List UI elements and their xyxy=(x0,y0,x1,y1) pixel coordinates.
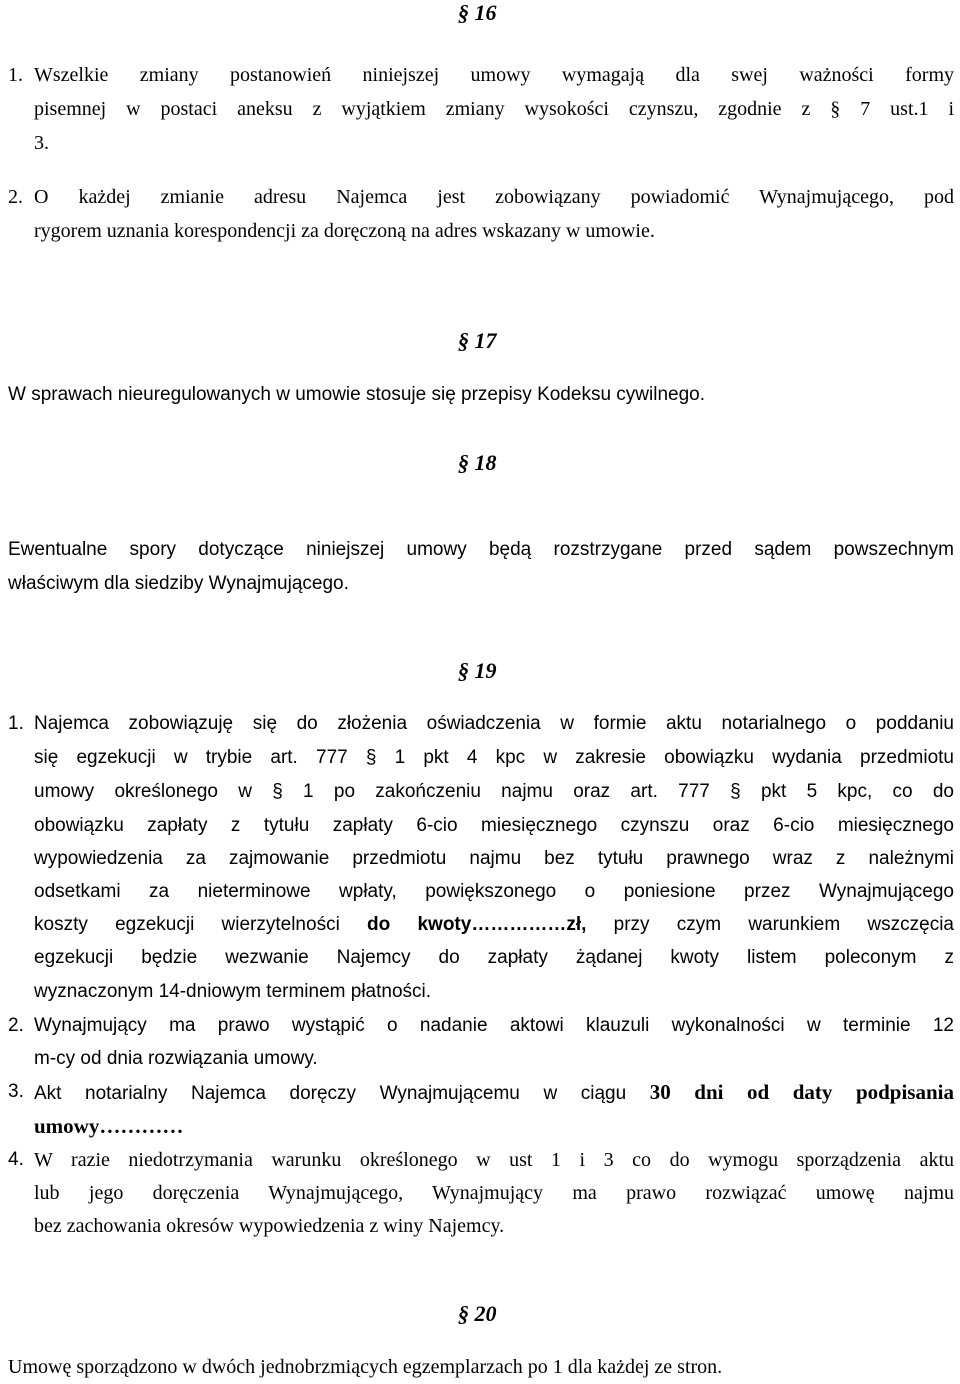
s19-item1-line9: wyznaczonym 14-dniowym terminem płatności. xyxy=(34,981,432,1002)
s19-item2-line2: m-cy od dnia rozwiązania umowy. xyxy=(34,1048,318,1069)
s19-amount-blank: do kwoty……………zł, xyxy=(367,914,587,935)
section-19-heading: § 19 xyxy=(458,658,497,683)
section-18-heading: § 18 xyxy=(458,450,497,475)
s19-item4-line2: lub jego doręczenia Wynajmującego, Wynajmujący ma prawo rozwiązać umowę najmu xyxy=(34,1182,954,1204)
s19-item1-line7-pre: koszty egzekucji wierzytelności xyxy=(34,914,368,935)
section-20-heading: § 20 xyxy=(458,1301,497,1326)
s19-item3-line2 xyxy=(34,1113,183,1139)
s19-item4-line3: bez zachowania okresów wypowiedzenia z winy Najemcy. xyxy=(34,1215,505,1237)
s16-item2-line2: rygorem uznania korespondencji za doręczoną na adres wskazany w umowie. xyxy=(34,220,655,242)
s19-item1-line4: obowiązku zapłaty z tytułu zapłaty 6-cio miesięcznego czynszu oraz 6-cio miesięcznego xyxy=(34,815,954,836)
s19-item1-number: 1. xyxy=(8,713,24,734)
s16-item1-line2: pisemnej w postaci aneksu z wyjątkiem zmiany wysokości czynszu, zgodnie z § 7 ust.1 i xyxy=(34,98,954,120)
s16-item1-line1: Wszelkie zmiany postanowień niniejszej umowy wymagają dla swej ważności formy xyxy=(34,64,954,86)
s20-text: Umowę sporządzono w dwóch jednobrzmiących egzemplarzach po 1 dla każdej ze stron. xyxy=(8,1356,723,1378)
s19-item1-line7 xyxy=(34,912,954,938)
s19-item3-line1-pre: Akt notarialny Najemca doręczy Wynajmującemu w ciągu xyxy=(34,1083,650,1104)
s19-item3-umowy-blank: umowy………… xyxy=(34,1114,184,1138)
section-16-heading: § 16 xyxy=(458,0,497,25)
s16-item2-line1: O każdej zmianie adresu Najemca jest zobowiązany powiadomić Wynajmującego, pod xyxy=(34,186,954,208)
s19-item4-line1: W razie niedotrzymania warunku określonego w ust 1 i 3 co do wymogu sporządzenia aktu xyxy=(34,1149,954,1171)
s18-line2: właściwym dla siedziby Wynajmującego. xyxy=(8,573,349,594)
s19-item3-deadline: 30 dni od daty podpisania xyxy=(649,1080,954,1104)
s16-item1-line3: 3. xyxy=(34,132,49,154)
s19-item1-line7-post: przy czym warunkiem wszczęcia xyxy=(586,914,954,935)
s19-item1-line8: egzekucji będzie wezwanie Najemcy do zapłaty żądanej kwoty listem poleconym z xyxy=(34,947,954,968)
s16-item2-number: 2. xyxy=(8,186,23,208)
s19-item1-line2: się egzekucji w trybie art. 777 § 1 pkt 4 kpc w zakresie obowiązku wydania przedmiotu xyxy=(34,747,954,768)
s19-item4-number: 4. xyxy=(8,1149,24,1170)
s19-item2-line1: Wynajmujący ma prawo wystąpić o nadanie aktowi klauzuli wykonalności w terminie 12 xyxy=(34,1015,954,1036)
s19-item1-line5: wypowiedzenia za zajmowanie przedmiotu najmu bez tytułu prawnego wraz z należnymi xyxy=(34,848,954,869)
s19-item1-line6: odsetkami za nieterminowe wpłaty, powiększonego o poniesione przez Wynajmującego xyxy=(34,881,954,902)
s19-item3-number: 3. xyxy=(8,1081,24,1102)
s19-item2-number: 2. xyxy=(8,1015,24,1036)
s17-text: W sprawach nieuregulowanych w umowie stosuje się przepisy Kodeksu cywilnego. xyxy=(8,384,705,405)
s19-item3-line1 xyxy=(34,1079,954,1107)
s16-item1-number: 1. xyxy=(8,64,23,86)
section-17-heading: § 17 xyxy=(458,328,497,353)
s19-item1-line1: Najemca zobowiązuję się do złożenia oświadczenia w formie aktu notarialnego o poddaniu xyxy=(34,713,954,734)
s18-line1: Ewentualne spory dotyczące niniejszej umowy będą rozstrzygane przed sądem powszechnym xyxy=(8,539,954,560)
s19-item1-line3: umowy określonego w § 1 po zakończeniu najmu oraz art. 777 § pkt 5 kpc, co do xyxy=(34,781,954,802)
